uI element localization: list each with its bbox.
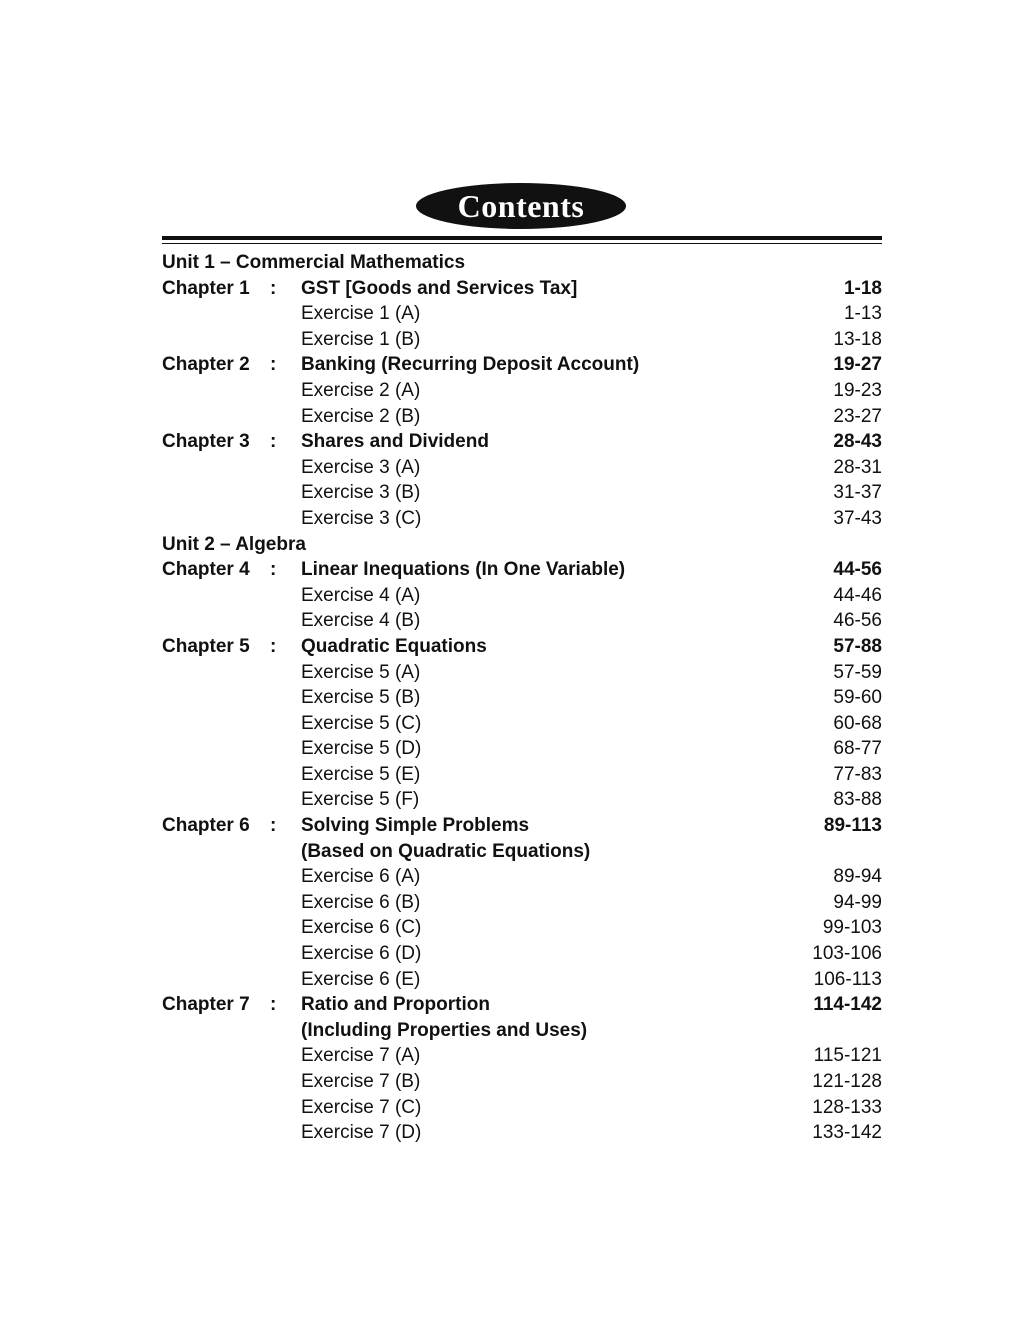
chapter-row [162,276,882,302]
exercise-row [162,455,882,481]
exercise-pages: 103-106 [812,943,882,965]
chapter-separator: : [270,277,277,299]
chapter-separator: : [270,815,277,837]
exercise-pages: 1-13 [843,303,882,325]
exercise-title: Exercise 7 (A) [301,1045,421,1067]
unit-title: Unit 1 – Commercial Mathematics [162,252,466,273]
exercise-row [162,1069,882,1095]
exercise-pages: 19-23 [833,379,882,401]
exercise-title: Exercise 6 (B) [301,891,421,913]
contents-title-badge [416,183,626,229]
chapter-subtitle-row [162,1018,882,1044]
chapter-label: Chapter 2 [162,354,250,376]
chapter-row [162,992,882,1018]
exercise-title: Exercise 1 (B) [301,328,421,350]
exercise-row [162,583,882,609]
unit-title: Unit 2 – Algebra [162,533,306,555]
chapter-row [162,813,882,839]
title-divider-thick [162,236,882,240]
chapter-row [162,352,882,378]
exercise-title: Exercise 2 (A) [301,379,421,401]
exercise-title: Exercise 6 (A) [301,866,421,888]
chapter-title: GST [Goods and Services Tax] [301,277,578,299]
exercise-pages: 83-88 [833,789,882,811]
exercise-pages: 133-142 [812,1122,882,1144]
exercise-pages: 57-59 [833,661,882,683]
chapter-subtitle-row [162,839,882,865]
exercise-row [162,711,882,737]
title-divider-thin [162,243,882,244]
exercise-pages: 121-128 [812,1071,882,1092]
exercise-pages: 89-94 [833,866,882,888]
chapter-title: Linear Inequations (In One Variable) [301,559,626,581]
exercise-title: Exercise 4 (B) [301,610,421,632]
exercise-row [162,327,882,353]
exercise-title: Exercise 4 (A) [301,584,421,606]
exercise-pages: 46-56 [833,610,882,632]
chapter-row [162,634,882,660]
exercise-pages: 59-60 [833,687,882,709]
chapter-title: Banking (Recurring Deposit Account) [301,354,640,376]
exercise-pages: 23-27 [833,405,882,427]
chapter-separator: : [270,994,277,1016]
exercise-pages: 128-133 [812,1096,882,1118]
exercise-row [162,1120,882,1146]
chapter-label: Chapter 5 [162,635,250,657]
chapter-subtitle: (Including Properties and Uses) [301,1019,588,1041]
exercise-title: Exercise 6 (D) [301,943,422,965]
exercise-pages: 44-46 [833,584,882,606]
exercise-title: Exercise 5 (E) [301,763,421,785]
exercise-title: Exercise 5 (A) [301,661,421,683]
unit-heading [162,532,882,558]
chapter-subtitle: (Based on Quadratic Equations) [301,840,591,862]
chapter-row [162,557,882,583]
exercise-row [162,915,882,941]
exercise-pages: 99-103 [822,917,882,939]
chapter-pages: 28-43 [833,431,882,453]
exercise-title: Exercise 3 (B) [301,482,421,504]
chapter-title: Quadratic Equations [301,635,487,657]
exercise-pages: 77-83 [833,763,882,785]
exercise-title: Exercise 5 (C) [301,712,422,734]
page-title: Contents [457,187,585,224]
exercise-row [162,890,882,916]
exercise-row [162,762,882,788]
exercise-row [162,1095,882,1121]
exercise-title: Exercise 6 (E) [301,968,421,990]
chapter-label: Chapter 1 [162,277,250,299]
chapter-label: Chapter 3 [162,431,250,453]
exercise-title: Exercise 5 (B) [301,687,421,709]
chapter-separator: : [270,559,277,581]
exercise-row [162,787,882,813]
chapter-pages: 44-56 [833,559,882,581]
exercise-title: Exercise 5 (F) [301,789,420,811]
chapter-label: Chapter 7 [162,994,250,1016]
chapter-pages: 114-142 [813,994,882,1016]
exercise-pages: 37-43 [833,507,882,529]
exercise-pages: 31-37 [833,482,882,504]
exercise-row [162,480,882,506]
chapter-title: Solving Simple Problems [301,815,530,837]
chapter-separator: : [270,635,277,657]
exercise-pages: 115-121 [813,1045,882,1067]
exercise-pages: 28-31 [833,456,882,478]
exercise-row [162,967,882,993]
exercise-title: Exercise 7 (C) [301,1096,422,1118]
chapter-title: Ratio and Proportion [301,994,490,1016]
exercise-row [162,404,882,430]
exercise-title: Exercise 5 (D) [301,738,422,760]
exercise-pages: 13-18 [833,328,882,350]
chapter-row [162,429,882,455]
chapter-pages: 89-113 [823,815,882,837]
exercise-pages: 106-113 [813,968,882,990]
exercise-title: Exercise 7 (B) [301,1071,421,1092]
table-of-contents [162,250,882,1146]
unit-heading [162,250,882,276]
exercise-title: Exercise 1 (A) [301,303,421,325]
exercise-row [162,864,882,890]
exercise-row [162,506,882,532]
chapter-pages: 1-18 [843,277,882,299]
chapter-label: Chapter 6 [162,815,250,837]
exercise-row [162,1043,882,1069]
chapter-separator: : [270,431,277,453]
exercise-row [162,301,882,327]
exercise-row [162,608,882,634]
exercise-pages: 94-99 [833,891,882,913]
chapter-title: Shares and Dividend [301,431,489,453]
exercise-title: Exercise 6 (C) [301,917,422,939]
chapter-separator: : [270,354,277,376]
exercise-row [162,941,882,967]
exercise-title: Exercise 3 (A) [301,456,421,478]
exercise-row [162,660,882,686]
exercise-title: Exercise 2 (B) [301,405,421,427]
exercise-pages: 60-68 [833,712,882,734]
exercise-row [162,736,882,762]
exercise-row [162,378,882,404]
exercise-title: Exercise 7 (D) [301,1122,422,1144]
chapter-label: Chapter 4 [162,559,250,581]
chapter-pages: 19-27 [833,354,882,376]
exercise-pages: 68-77 [833,738,882,760]
exercise-title: Exercise 3 (C) [301,507,422,529]
exercise-row [162,685,882,711]
chapter-pages: 57-88 [833,635,882,657]
